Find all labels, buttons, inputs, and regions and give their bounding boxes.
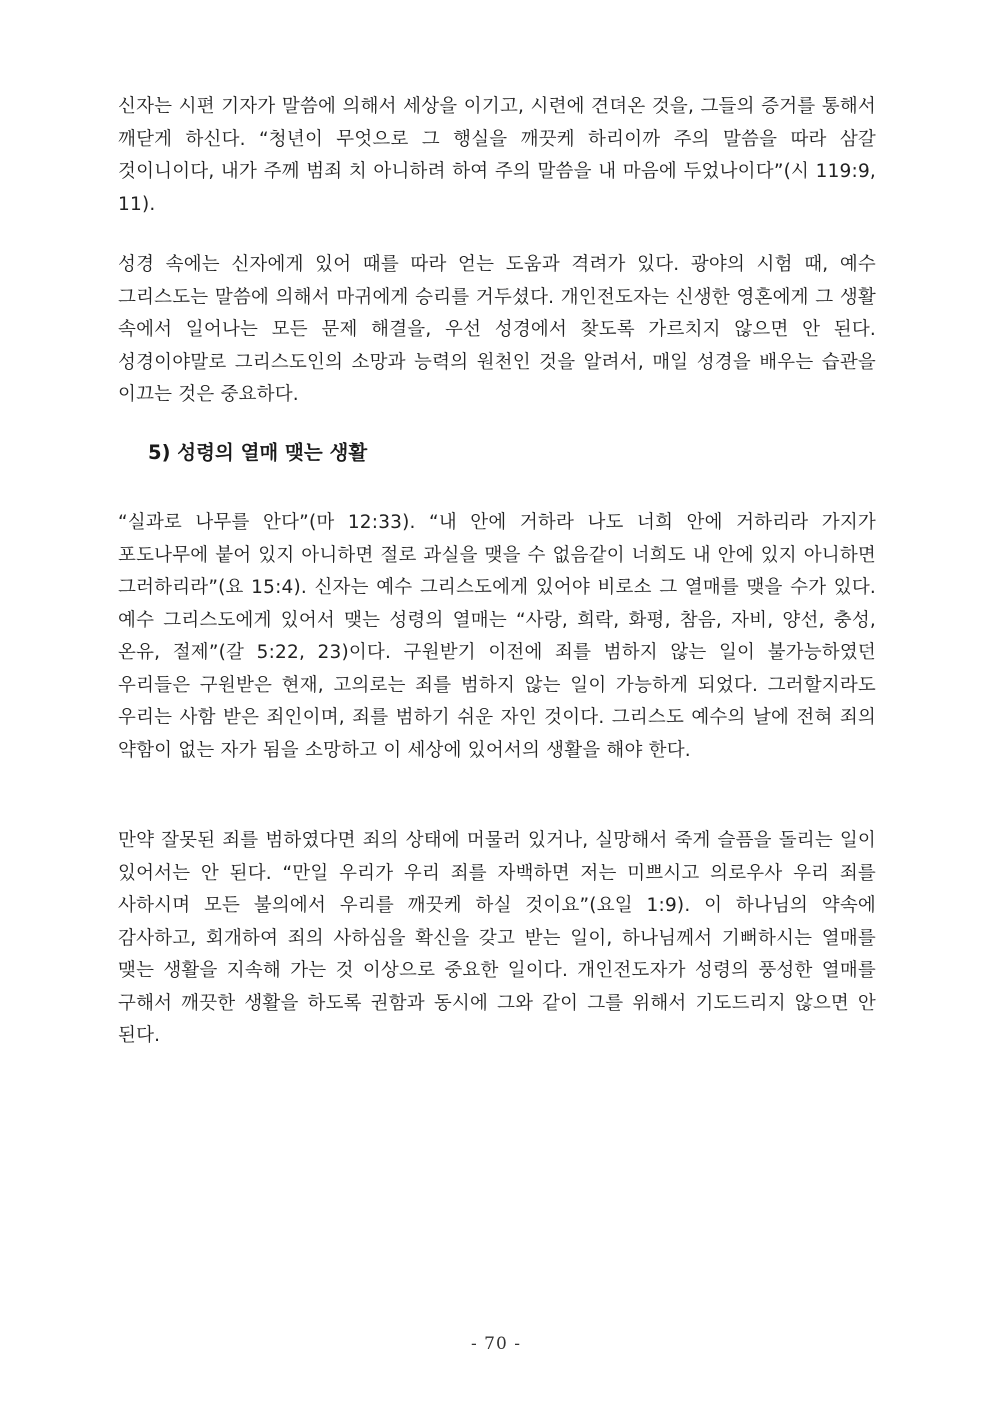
paragraph-2: 성경 속에는 신자에게 있어 때를 따라 얻는 도움과 격려가 있다. 광야의 시험 때, 예수 그리스도는 말씀에 의해서 마귀에게 승리를 거두셨다. 개인전도자는 신생한 영혼에게 그 생활 속에서 일어나는 모든 문제 해결을, 우선 성경에서 찾도록 가르치지 않으면 안 된다. 성경이야말로 그리스도인의 소망과 능력의 원천인 것을 알려서, 매일 성경을 배우는 습관을 이끄는 것은 중요하다. <box>118 254 876 405</box>
paragraph-3: “실과로 나무를 안다”(마 12:33). “내 안에 거하라 나도 너희 안에 거하리라 가지가 포도나무에 붙어 있지 아니하면 절로 과실을 맺을 수 없음같이 너희도 내 안에 있지 아니하면 그러하리라”(요 15:4). 신자는 예수 그리스도에게 있어야 비로소 그 열매를 맺을 수가 있다. 예수 그리스도에게 있어서 맺는 성령의 열매는 “사랑, 희락, 화평, 참음, 자비, 양선, 충성, 온유, 절제”(갈 5:22, 23)이다. 구원받기 이전에 죄를 범하지 않는 일이 불가능하였던 우리들은 구원받은 현재, 고의로는 죄를 범하지 않는 일이 가능하게 되었다. 그러할지라도 우리는 사함 받은 죄인이며, 죄를 범하기 쉬운 자인 것이다. 그리스도 예수의 날에 전혀 죄의 약함이 없는 자가 됨을 소망하고 이 세상에 있어서의 생활을 해야 한다. <box>118 512 876 761</box>
page-number: - 70 - <box>471 1334 521 1354</box>
paragraph-1: 신자는 시편 기자가 말씀에 의해서 세상을 이기고, 시련에 견뎌온 것을, 그들의 증거를 통해서 깨닫게 하신다. “청년이 무엇으로 그 행실을 깨끗케 하리이까 주의 말씀을 따라 삼갈 것이니이다, 내가 주께 범죄 치 아니하려 하여 주의 말씀을 내 마음에 두었나이다”(시 119:9, 11). <box>118 96 876 215</box>
paragraph-4: 만약 잘못된 죄를 범하였다면 죄의 상태에 머물러 있거나, 실망해서 죽게 슬픔을 돌리는 일이 있어서는 안 된다. “만일 우리가 우리 죄를 자백하면 저는 미쁘시고 의로우사 우리 죄를 사하시며 모든 불의에서 우리를 깨끗케 하실 것이요”(요일 1:9). 이 하나님의 약속에 감사하고, 회개하여 죄의 사하심을 확신을 갖고 받는 일이, 하나님께서 기뻐하시는 열매를 맺는 생활을 지속해 가는 것 이상으로 중요한 일이다. 개인전도자가 성령의 풍성한 열매를 구해서 깨끗한 생활을 하도록 권함과 동시에 그와 같이 그를 위해서 기도드리지 않으면 안 된다. <box>118 830 876 1046</box>
section-heading: 5) 성령의 열매 맺는 생활 <box>148 441 368 464</box>
